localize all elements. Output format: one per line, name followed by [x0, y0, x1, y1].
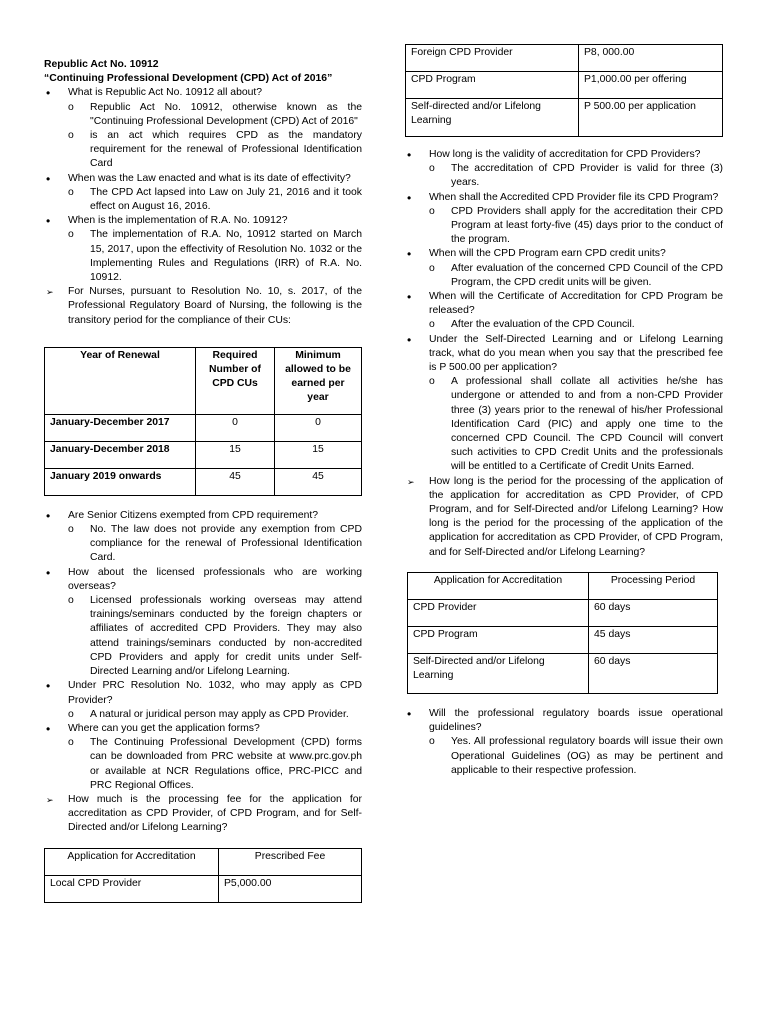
table-row	[45, 468, 362, 495]
left-column	[44, 58, 362, 903]
table-row	[406, 99, 723, 137]
question-5: • Are Senior Citizens exempted from CPD requirement?	[44, 509, 362, 523]
question-8: • Where can you get the application forms?	[44, 722, 362, 736]
bullet-icon	[407, 290, 421, 306]
table-cell: 45	[196, 468, 275, 495]
table-header: Minimum allowed to be earned per year	[275, 347, 362, 414]
question-7: • Under PRC Resolution No. 1032, who may apply as CPD Provider?	[44, 679, 362, 707]
doc-title-line2: “Continuing Professional Development (CPD) Act of 2016”	[44, 73, 333, 85]
table-cell: P1,000.00 per offering	[579, 72, 723, 99]
answer-11: o CPD Providers shall apply for the accreditation their CPD Program at least forty-five (45) days prior to the conduct of the program.	[429, 205, 723, 246]
table-header: Required Number of CPD CUs	[196, 347, 275, 414]
answer-8: o The Continuing Professional Development (CPD) forms can be downloaded from PRC website at www.prc.gov.ph or available at NCR Regulations office, PRC-PICC and PRC Regional Offices.	[68, 737, 362, 791]
question-9: ➢ How much is the processing fee for the application for accreditation as CPD Provider, of CPD Program, and for Self-Directed and/or Lifelong Learning?	[44, 793, 362, 836]
fee-table-part1	[44, 848, 362, 903]
table-row	[45, 414, 362, 441]
doc-title-line1: Republic Act No. 10912	[44, 59, 159, 70]
table-header: Year of Renewal	[45, 347, 196, 414]
table-header: Prescribed Fee	[219, 848, 362, 875]
question-13: • When will the Certificate of Accreditation for CPD Program be released?	[405, 290, 723, 318]
question-10: • How long is the validity of accreditation for CPD Providers?	[405, 148, 723, 162]
table-cell: 15	[196, 441, 275, 468]
table-cell: 45	[275, 468, 362, 495]
table-cell: CPD Program	[406, 72, 579, 99]
answer-2: o The CPD Act lapsed into Law on July 21, 2016 and it took effect on August 16, 2016.	[68, 186, 362, 213]
bullet-icon	[46, 566, 60, 582]
answer-10: o The accreditation of CPD Provider is valid for three (3) years.	[429, 163, 723, 189]
table-cell: January-December 2017	[45, 414, 196, 441]
table-row	[406, 72, 723, 99]
answer-1a: o Republic Act No. 10912, otherwise known as the "Continuing Professional Development (CPD) Act of 2016"	[68, 101, 362, 127]
question-16: • Will the professional regulatory boards issue operational guidelines?	[405, 707, 723, 735]
arrow-bullet-icon	[407, 475, 421, 490]
answer-5: o No. The law does not provide any exemption from CPD compliance for the renewal of Professional Identification Card.	[68, 524, 362, 564]
question-12: • When will the CPD Program earn CPD credit units?	[405, 247, 723, 261]
question-4: ➢ For Nurses, pursuant to Resolution No. 10, s. 2017, of the Professional Regulatory Board of Nursing, the following is the transitory period for the compliance of their CUs:	[44, 285, 362, 328]
question-6: • How about the licensed professionals who are working overseas?	[44, 566, 362, 594]
answer-7: o A natural or juridical person may apply as CPD Provider.	[68, 708, 349, 720]
question-1: • What is Republic Act No. 10912 all about?	[44, 86, 362, 100]
table-cell: Self-Directed and/or Lifelong Learning	[408, 653, 589, 693]
table-row	[408, 599, 718, 626]
table-header: Application for Accreditation	[408, 572, 589, 599]
table-cell: 0	[275, 414, 362, 441]
table-row	[408, 653, 718, 693]
question-3: • When is the implementation of R.A. No. 10912?	[44, 214, 362, 228]
table-cell: 60 days	[589, 653, 718, 693]
table-cell: P8, 000.00	[579, 45, 723, 72]
table-cell: Self-directed and/or Lifelong Learning	[406, 99, 579, 137]
table-cell: P5,000.00	[219, 875, 362, 902]
table-header: Processing Period	[589, 572, 718, 599]
table-header: Application for Accreditation	[45, 848, 219, 875]
table-row	[45, 441, 362, 468]
right-column	[405, 44, 723, 778]
bullet-icon	[407, 707, 421, 723]
table-header-row	[45, 848, 362, 875]
table-cell: January-December 2018	[45, 441, 196, 468]
table-cell: Local CPD Provider	[45, 875, 219, 902]
table-row	[45, 875, 362, 902]
table-cell: 0	[196, 414, 275, 441]
table-cell: CPD Program	[408, 626, 589, 653]
table-cell: Foreign CPD Provider	[406, 45, 579, 72]
answer-13: o After the evaluation of the CPD Council.	[429, 319, 635, 331]
arrow-bullet-icon	[46, 285, 60, 300]
table-cell: 45 days	[589, 626, 718, 653]
answer-3: o The implementation of R.A. No, 10912 started on March 15, 2017, upon the effectivity of Resolution No. 1032 or the Implementing Rules and Regulations (IRR) of R.A. No. 10912.	[68, 229, 362, 284]
fee-table-part2	[405, 44, 723, 137]
answer-16: o Yes. All professional regulatory boards will issue their own Operational Guidelines (OG) as may be pertinent and applicable to their respective profession.	[429, 736, 723, 776]
answer-6: o Licensed professionals working overseas may attend trainings/seminars conducted by the foreign chapters or affiliates of accredited CPD Providers. They may also attend trainings/seminars conducted by non-accredited CPD Providers and apply for credit units under Self-Directed Learning and/or Lifelong Learning.	[68, 595, 362, 678]
table-cell: CPD Provider	[408, 599, 589, 626]
table-cell: January 2019 onwards	[45, 468, 196, 495]
period-table	[407, 572, 718, 694]
table-row	[406, 45, 723, 72]
table-header-row	[45, 347, 362, 414]
table-header-row	[408, 572, 718, 599]
table-row	[408, 626, 718, 653]
cu-table	[44, 347, 362, 496]
table-cell: 15	[275, 441, 362, 468]
answer-14: o A professional shall collate all activities he/she has undergone or attended to and from a non-CPD Provider three (3) years prior to the renewal of his/her Professional Identification Card (PIC) and apply one time to the concerned CPD Council. The CPD Council will convert such activities to CPD Credit Units and the professionals will be entitled to a Certificate of Credit Units Earned.	[429, 376, 723, 473]
bullet-icon	[46, 679, 60, 695]
question-15: ➢ How long is the period for the processing of the application of the application for accreditation as CPD Provider, of CPD Program, and for Self-Directed and/or Lifelong Learning? How long is the period for the processing of the application of the application for accreditation as CPD Provider, of CPD Program, and for Self-Directed and/or Lifelong Learning?	[405, 475, 723, 560]
question-2: • When was the Law enacted and what is its date of effectivity?	[44, 172, 362, 186]
bullet-icon	[407, 333, 421, 349]
answer-12: o After evaluation of the concerned CPD Council of the CPD Program, the CPD credit units will be given.	[429, 262, 723, 288]
arrow-bullet-icon	[46, 793, 60, 808]
table-cell: P 500.00 per application	[579, 99, 723, 137]
table-cell: 60 days	[589, 599, 718, 626]
question-11: • When shall the Accredited CPD Provider file its CPD Program?	[405, 191, 723, 205]
answer-1b: o is an act which requires CPD as the mandatory requirement for the renewal of Professional Identification Card	[68, 130, 362, 170]
question-14: • Under the Self-Directed Learning and or Lifelong Learning track, what do you mean when you say that the prescribed fee is P 500.00 per application?	[405, 333, 723, 376]
